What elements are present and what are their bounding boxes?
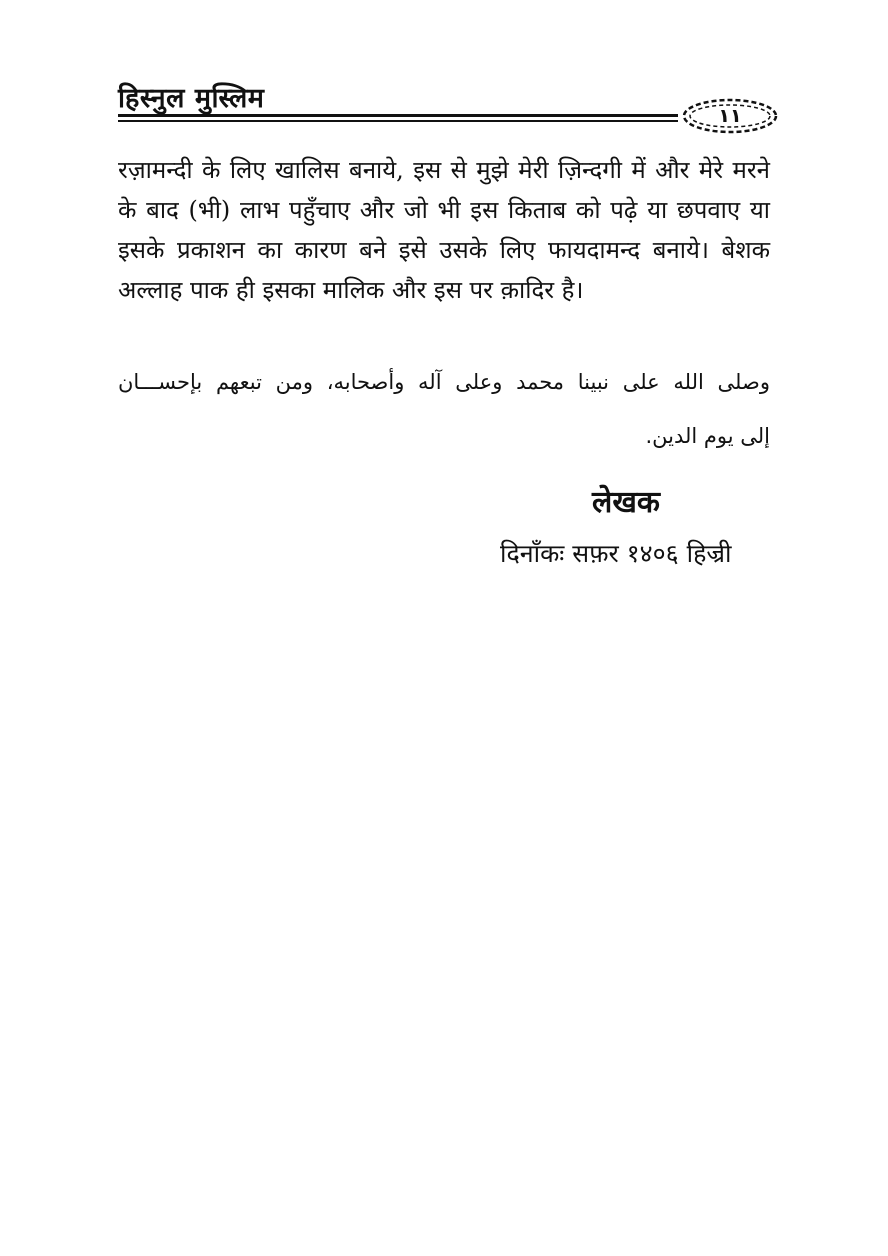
arabic-line-1: وصلى الله على نبينا محمد وعلى آله وأصحابه، ومن تبعهم بإحســـان [118, 370, 770, 394]
date-line: दिनाँकः सफ़र १४०६ हिज्री [500, 539, 732, 568]
header-rule-thick [118, 114, 678, 117]
page-number: ١١ [718, 105, 742, 127]
header-rule-thin [118, 120, 678, 122]
body-paragraph: रज़ामन्दी के लिए खालिस बनाये, इस से मुझे मेरी ज़िन्दगी में और मेरे मरने के बाद (भी) लाभ पहुँचाए और जो भी इस किताब को पढ़े या छपवाए या इसके प्रकाशन का कारण बने इसे उसके लिए फायदामन्द बनाये। बेशक अल्लाह पाक ही इसका मालिक और इस पर क़ादिर है। [118, 156, 770, 304]
book-title: हिस्नुल मुस्लिम [118, 83, 265, 114]
arabic-line-2: إلى يوم الدين. [645, 424, 770, 448]
page-header [118, 78, 778, 138]
author-label: लेखक [592, 485, 660, 520]
page-number-badge [678, 96, 782, 136]
